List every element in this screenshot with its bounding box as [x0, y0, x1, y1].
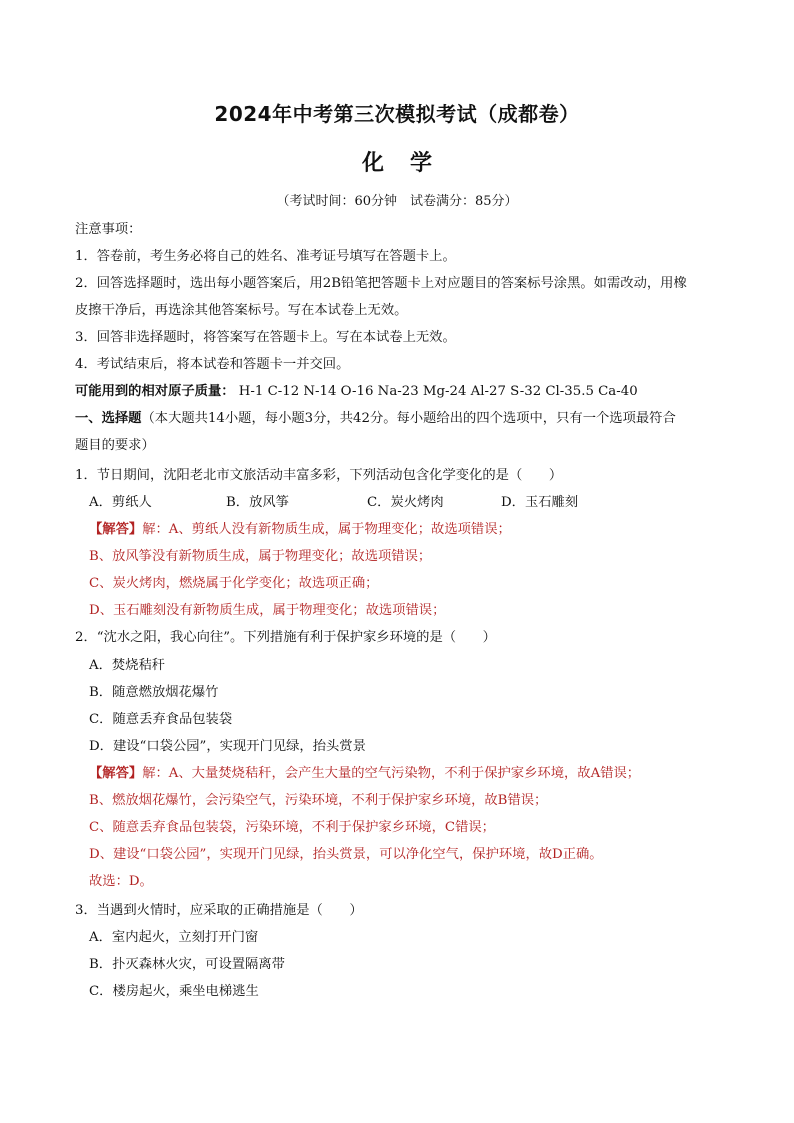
option-a: A．室内起火，立刻打开门窗 — [89, 930, 259, 945]
option-d: D．建设“口袋公园”，实现开门见绿，抬头赏景 — [89, 739, 366, 754]
option-a: A．剪纸人 — [89, 495, 152, 510]
note-item: 3．回答非选择题时，将答案写在答题卡上。写在本试卷上无效。 — [75, 330, 456, 345]
answer-line: D、建设“口袋公园”，实现开门见绿，抬头赏景，可以净化空气，保护环境，故D正确。 — [89, 847, 603, 862]
note-item: 皮擦干净后，再选涂其他答案标号。写在本试卷上无效。 — [75, 303, 408, 318]
note-item: 1．答卷前，考生务必将自己的姓名、准考证号填写在答题卡上。 — [75, 249, 456, 264]
answer-line — [89, 760, 724, 787]
option-c: C．楼房起火，乘坐电梯逃生 — [89, 984, 259, 999]
subject-title: 化学 — [361, 151, 458, 176]
note-item: 2．回答选择题时，选出每小题答案后，用2B铅笔把答题卡上对应题目的答案标号涂黑。如需改动，用橡 — [75, 276, 687, 291]
answer-line: B、燃放烟花爆竹，会污染空气，污染环境，不利于保护家乡环境，故B错误； — [89, 793, 548, 808]
answer-conclusion: 故选：D。 — [89, 874, 153, 889]
answer-line: C、炭火烤肉，燃烧属于化学变化；故选项正确； — [89, 576, 379, 591]
atomic-masses — [75, 378, 724, 405]
answer-text: 解：A、大量焚烧秸秆，会产生大量的空气污染物，不利于保护家乡环境，故A错误； — [142, 766, 641, 781]
exam-info: （考试时间：60分钟 试卷满分：85分） — [276, 194, 518, 209]
option-d: D．玉石雕刻 — [501, 495, 579, 510]
option-b: B．随意燃放烟花爆竹 — [89, 685, 219, 700]
question-1-options — [89, 489, 724, 516]
page-title: 2024年中考第三次模拟考试（成都卷） — [214, 102, 580, 126]
answer-line: D、玉石雕刻没有新物质生成，属于物理变化；故选项错误； — [89, 603, 446, 618]
note-item: 4．考试结束后，将本试卷和答题卡一并交回。 — [75, 357, 350, 372]
question-3-stem: 3．当遇到火情时，应采取的正确措施是（ ） — [75, 903, 363, 918]
option-b: B．放风筝 — [226, 495, 289, 510]
option-b: B．扑灭森林火灾，可设置隔离带 — [89, 957, 285, 972]
option-c: C．炭火烤肉 — [367, 495, 444, 510]
question-2-stem: 2．“沈水之阳，我心向往”。下列措施有利于保护家乡环境的是（ ） — [75, 630, 496, 645]
answer-line — [89, 516, 724, 543]
question-1-stem: 1．节日期间，沈阳老北市文旅活动丰富多彩，下列活动包含化学变化的是（ ） — [75, 468, 563, 483]
section-heading — [75, 405, 724, 432]
atomic-masses-label: 可能用到的相对原子质量： — [75, 384, 235, 399]
answer-text: 解：A、剪纸人没有新物质生成，属于物理变化；故选项错误； — [142, 522, 511, 537]
notes-heading: 注意事项： — [75, 222, 142, 237]
option-c: C．随意丢弃食品包装袋 — [89, 712, 233, 727]
answer-tag: 【解答】 — [89, 522, 143, 537]
atomic-masses-values: H-1 C-12 N-14 O-16 Na-23 Mg-24 Al-27 S-32 Cl-35.5 Ca-40 — [238, 384, 638, 399]
section-heading-cont: 题目的要求） — [75, 438, 155, 453]
answer-line: B、放风筝没有新物质生成，属于物理变化；故选项错误； — [89, 549, 432, 564]
section-heading-prefix: 一、选择题 — [75, 411, 142, 426]
answer-line: C、随意丢弃食品包装袋，污染环境，不利于保护家乡环境，C错误； — [89, 820, 495, 835]
option-a: A．焚烧秸秆 — [89, 658, 166, 673]
answer-tag: 【解答】 — [89, 766, 143, 781]
section-heading-body: （本大题共14小题，每小题3分，共42分。每小题给出的四个选项中，只有一个选项最符合 — [141, 411, 676, 426]
